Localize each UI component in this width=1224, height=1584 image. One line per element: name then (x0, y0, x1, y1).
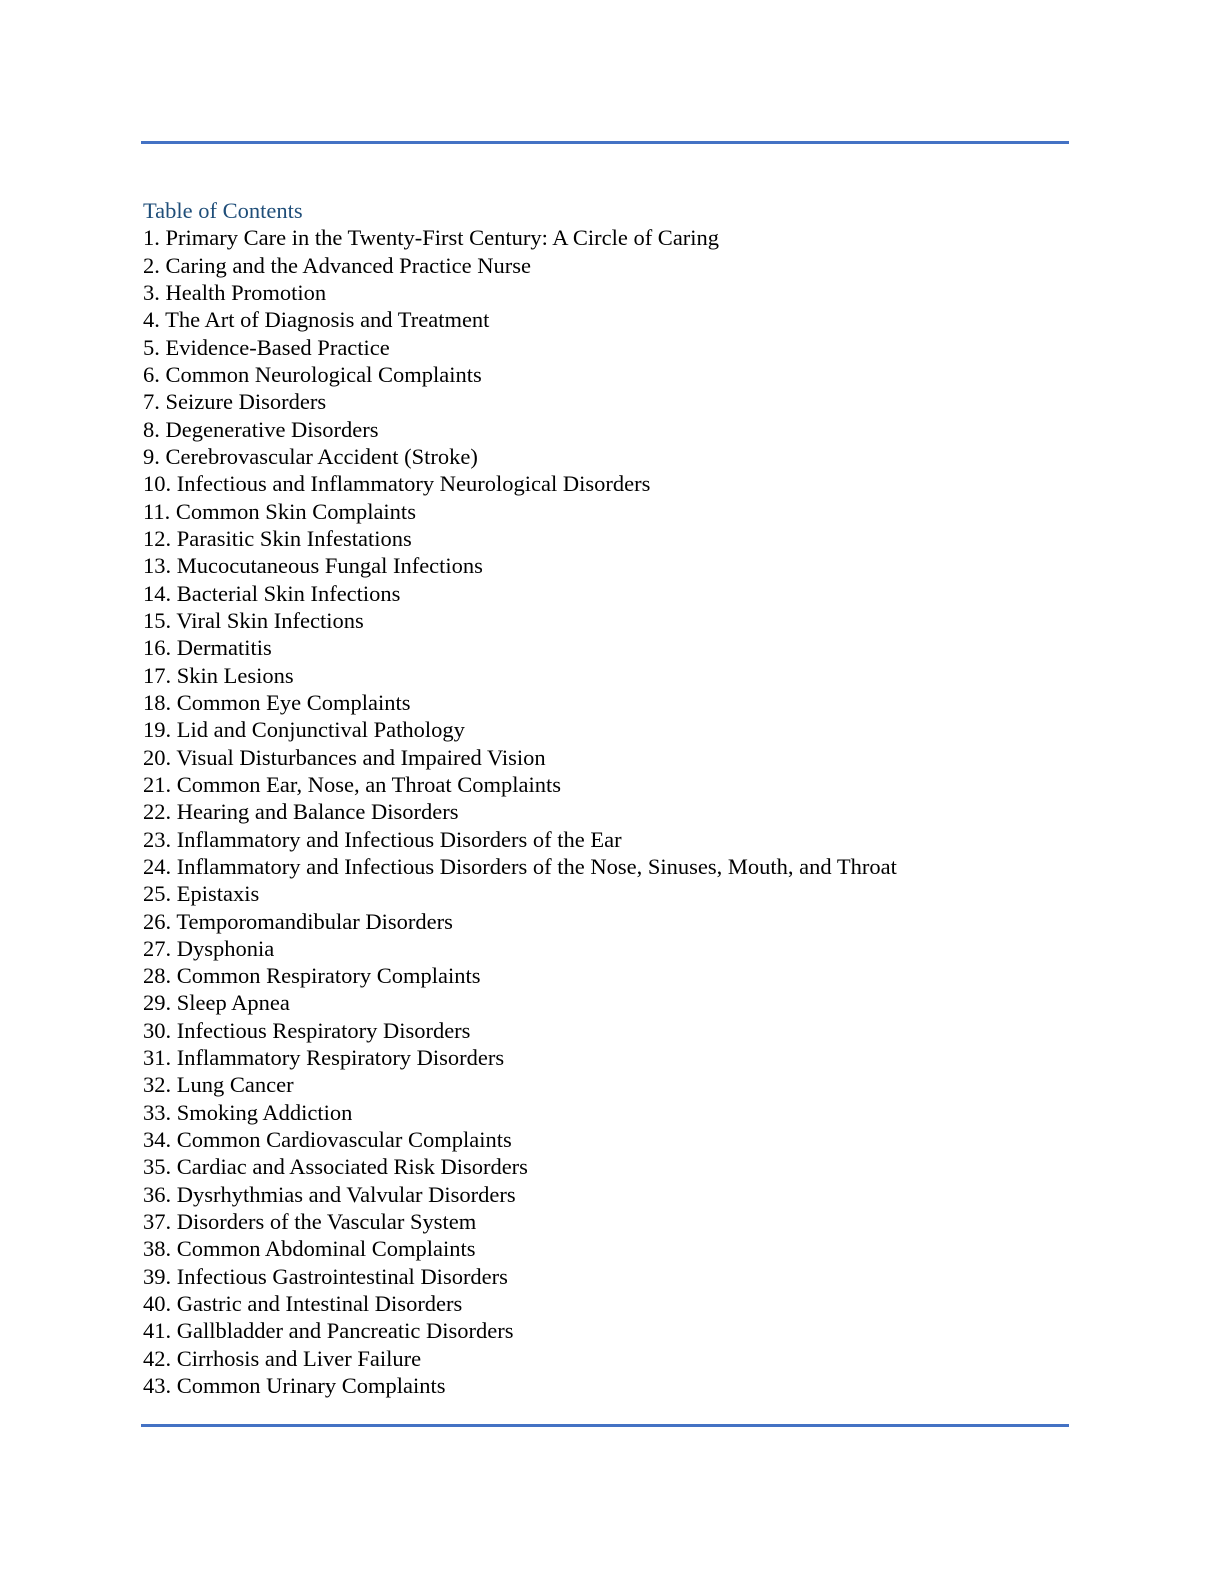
toc-entry: 39. Infectious Gastrointestinal Disorders (143, 1263, 508, 1289)
toc-entry: 28. Common Respiratory Complaints (143, 963, 481, 989)
toc-entry: 3. Health Promotion (143, 279, 327, 305)
toc-entry: 15. Viral Skin Infections (143, 607, 364, 633)
toc-entry: 14. Bacterial Skin Infections (143, 580, 401, 606)
toc-entry: 33. Smoking Addiction (143, 1099, 353, 1125)
toc-entry: 26. Temporomandibular Disorders (143, 908, 453, 934)
toc-entry: 24. Inflammatory and Infectious Disorders of the Nose, Sinuses, Mouth, and Throat (143, 853, 897, 879)
toc-entry: 22. Hearing and Balance Disorders (143, 799, 459, 825)
toc-entry: 8. Degenerative Disorders (143, 416, 379, 442)
toc-entry: 19. Lid and Conjunctival Pathology (143, 717, 465, 743)
toc-entry: 23. Inflammatory and Infectious Disorders of the Ear (143, 826, 622, 852)
footer-divider (141, 1424, 1069, 1427)
toc-entry: 42. Cirrhosis and Liver Failure (143, 1345, 422, 1371)
table-of-contents (143, 197, 897, 1399)
toc-entry: 35. Cardiac and Associated Risk Disorders (143, 1154, 528, 1180)
toc-entry: 25. Epistaxis (143, 881, 260, 907)
toc-entry: 32. Lung Cancer (143, 1072, 294, 1098)
toc-entry: 10. Infectious and Inflammatory Neurological Disorders (143, 471, 651, 497)
toc-list (143, 224, 897, 1399)
toc-entry: 27. Dysphonia (143, 935, 275, 961)
toc-entry: 34. Common Cardiovascular Complaints (143, 1127, 512, 1153)
toc-entry: 18. Common Eye Complaints (143, 689, 411, 715)
toc-entry: 41. Gallbladder and Pancreatic Disorders (143, 1318, 514, 1344)
toc-entry: 12. Parasitic Skin Infestations (143, 525, 412, 551)
toc-entry: 2. Caring and the Advanced Practice Nurse (143, 252, 531, 278)
toc-entry: 9. Cerebrovascular Accident (Stroke) (143, 443, 478, 469)
header-divider (141, 141, 1069, 144)
toc-entry: 6. Common Neurological Complaints (143, 361, 482, 387)
toc-entry: 11. Common Skin Complaints (143, 498, 416, 524)
toc-entry: 5. Evidence-Based Practice (143, 334, 390, 360)
toc-entry: 43. Common Urinary Complaints (143, 1373, 446, 1399)
toc-entry: 7. Seizure Disorders (143, 389, 327, 415)
toc-entry: 4. The Art of Diagnosis and Treatment (143, 307, 490, 333)
toc-entry: 31. Inflammatory Respiratory Disorders (143, 1045, 505, 1071)
toc-entry: 13. Mucocutaneous Fungal Infections (143, 553, 483, 579)
toc-entry: 38. Common Abdominal Complaints (143, 1236, 476, 1262)
toc-entry: 16. Dermatitis (143, 635, 272, 661)
toc-entry: 20. Visual Disturbances and Impaired Vision (143, 744, 546, 770)
toc-entry: 30. Infectious Respiratory Disorders (143, 1017, 471, 1043)
toc-entry: 37. Disorders of the Vascular System (143, 1209, 477, 1235)
toc-entry: 17. Skin Lesions (143, 662, 294, 688)
toc-entry: 36. Dysrhythmias and Valvular Disorders (143, 1181, 516, 1207)
toc-entry: 29. Sleep Apnea (143, 990, 290, 1016)
toc-heading: Table of Contents (143, 198, 303, 223)
toc-entry: 40. Gastric and Intestinal Disorders (143, 1291, 463, 1317)
toc-entry: 21. Common Ear, Nose, an Throat Complaints (143, 771, 562, 797)
toc-entry: 1. Primary Care in the Twenty-First Century: A Circle of Caring (143, 225, 720, 251)
